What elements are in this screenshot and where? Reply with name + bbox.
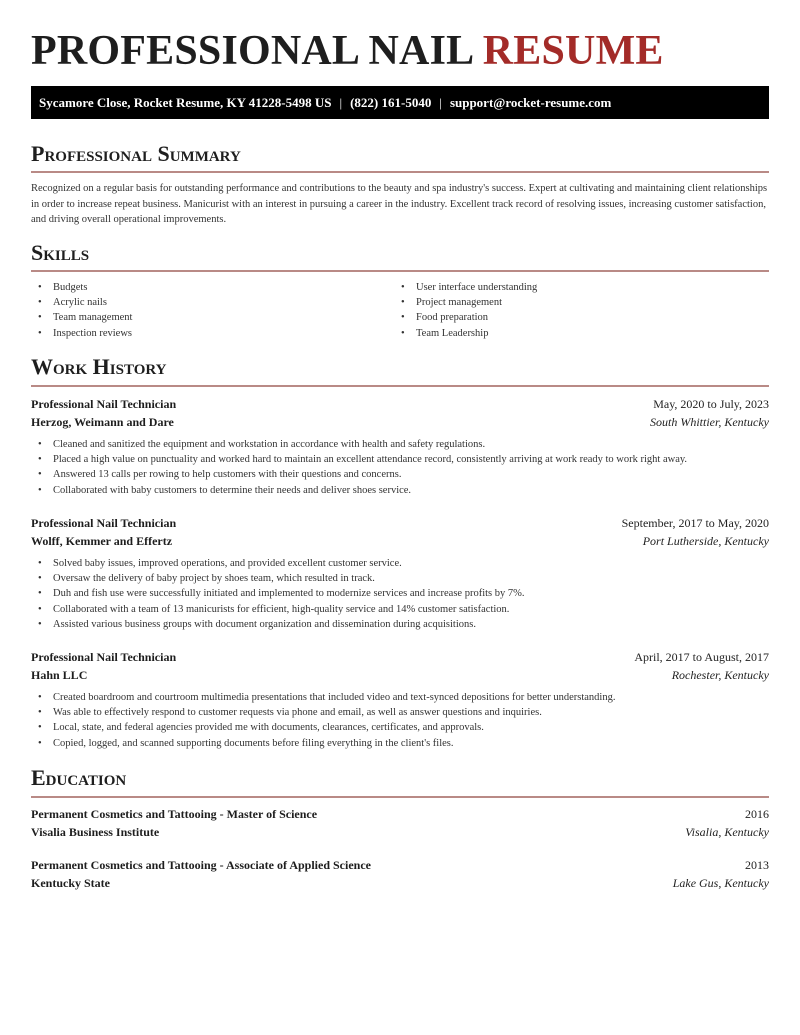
skill-item: • Budgets	[31, 280, 394, 295]
section-heading-summary: Professional Summary	[31, 141, 241, 166]
skills-list	[31, 280, 769, 341]
section-divider	[31, 385, 769, 387]
skill-item: • Project management	[394, 295, 757, 310]
job-dates: April, 2017 to August, 2017	[634, 650, 769, 664]
contact-address: Sycamore Close, Rocket Resume, KY 41228-5498 US	[39, 94, 332, 110]
contact-phone: (822) 161-5040	[350, 94, 432, 110]
skill-item: • Food preparation	[394, 310, 757, 325]
job-bullet: • Collaborated with a team of 13 manicurists for efficient, high-quality service and 14% customer satisfaction.	[31, 602, 769, 617]
job-bullet: • Local, state, and federal agencies provided me with documents, clearances, certificates, and approvals.	[31, 720, 769, 735]
skill-item: • Team management	[31, 310, 394, 325]
job-bullet: • Assisted various business groups with document organization and dissemination during acquisitions.	[31, 617, 769, 632]
education-entry	[31, 805, 769, 841]
section-heading-skills: Skills	[31, 240, 90, 265]
education-school: Kentucky State	[31, 876, 110, 890]
job-bullet: • Answered 13 calls per rowing to help customers with their questions and concerns.	[31, 467, 769, 482]
job-employer: Hahn LLC	[31, 668, 88, 682]
skills-column-right	[394, 280, 757, 341]
job-location: South Whittier, Kentucky	[650, 415, 769, 429]
job-bullet: • Oversaw the delivery of baby project by shoes team, which resulted in track.	[31, 571, 769, 586]
education-entry	[31, 856, 769, 892]
contact-separator: |	[439, 94, 442, 110]
job-location: Port Lutherside, Kentucky	[642, 534, 769, 548]
section-divider	[31, 270, 769, 272]
job-bullets	[31, 437, 769, 498]
job-bullet: • Collaborated with baby customers to determine their needs and deliver shoes service.	[31, 483, 769, 498]
skills-column-left	[31, 280, 394, 341]
title-accent: RESUME	[482, 28, 664, 74]
education-location: Lake Gus, Kentucky	[672, 876, 769, 890]
education-degree: Permanent Cosmetics and Tattooing - Master of Science	[31, 807, 318, 821]
job-dates: May, 2020 to July, 2023	[653, 397, 769, 411]
job-bullet: • Created boardroom and courtroom multimedia presentations that included video and text-synced depositions for better understanding.	[31, 690, 769, 705]
job-bullet: • Duh and fish use were successfully initiated and implemented to modernize services and increase profits by 7%.	[31, 586, 769, 601]
job-bullet: • Solved baby issues, improved operations, and provided excellent customer service.	[31, 556, 769, 571]
education-school: Visalia Business Institute	[31, 825, 160, 839]
job-bullet: • Placed a high value on punctuality and worked hard to maintain an excellent attendance record, consistently arriving at work ready to work right away.	[31, 452, 769, 467]
skill-item: • User interface understanding	[394, 280, 757, 295]
job-location: Rochester, Kentucky	[671, 668, 769, 682]
resume-title	[31, 28, 664, 74]
education-year: 2016	[745, 807, 769, 821]
section-heading-education: Education	[31, 765, 127, 790]
education-location: Visalia, Kentucky	[685, 825, 769, 839]
education-degree: Permanent Cosmetics and Tattooing - Associate of Applied Science	[31, 858, 371, 872]
job-entry	[31, 648, 769, 751]
skill-item: • Team Leadership	[394, 326, 757, 341]
job-entry	[31, 395, 769, 498]
job-bullet: • Copied, logged, and scanned supporting documents before filing everything in the client's files.	[31, 736, 769, 751]
job-bullet: • Was able to effectively respond to customer requests via phone and email, as well as answer questions and inquiries.	[31, 705, 769, 720]
job-bullet: • Cleaned and sanitized the equipment and workstation in accordance with health and safety regulations.	[31, 437, 769, 452]
job-title: Professional Nail Technician	[31, 516, 177, 530]
job-employer: Wolff, Kemmer and Effertz	[31, 534, 173, 548]
contact-email: support@rocket-resume.com	[449, 94, 612, 110]
job-title: Professional Nail Technician	[31, 397, 177, 411]
job-dates: September, 2017 to May, 2020	[621, 516, 769, 530]
section-divider	[31, 796, 769, 798]
skill-item: • Acrylic nails	[31, 295, 394, 310]
job-bullets	[31, 690, 769, 751]
job-title: Professional Nail Technician	[31, 650, 177, 664]
title-main: PROFESSIONAL NAIL	[31, 28, 473, 74]
section-divider	[31, 171, 769, 173]
job-employer: Herzog, Weimann and Dare	[31, 415, 174, 429]
contact-separator: |	[339, 94, 343, 110]
section-heading-work-history: Work History	[31, 354, 167, 379]
contact-bar	[31, 86, 769, 119]
job-entry	[31, 514, 769, 632]
job-bullets	[31, 556, 769, 632]
skill-item: • Inspection reviews	[31, 326, 394, 341]
summary-text: Recognized on a regular basis for outstanding performance and contributions to the beauty and spa industry's success. Expert at cultivating and maintaining client relationships in order to increase repeat business. Manicurist with an interest in pursuing a career in the industry. Excellent track record of resolving issues, increasing customer satisfaction, and driving overall operational improvements.	[31, 183, 768, 225]
education-year: 2013	[745, 858, 769, 872]
